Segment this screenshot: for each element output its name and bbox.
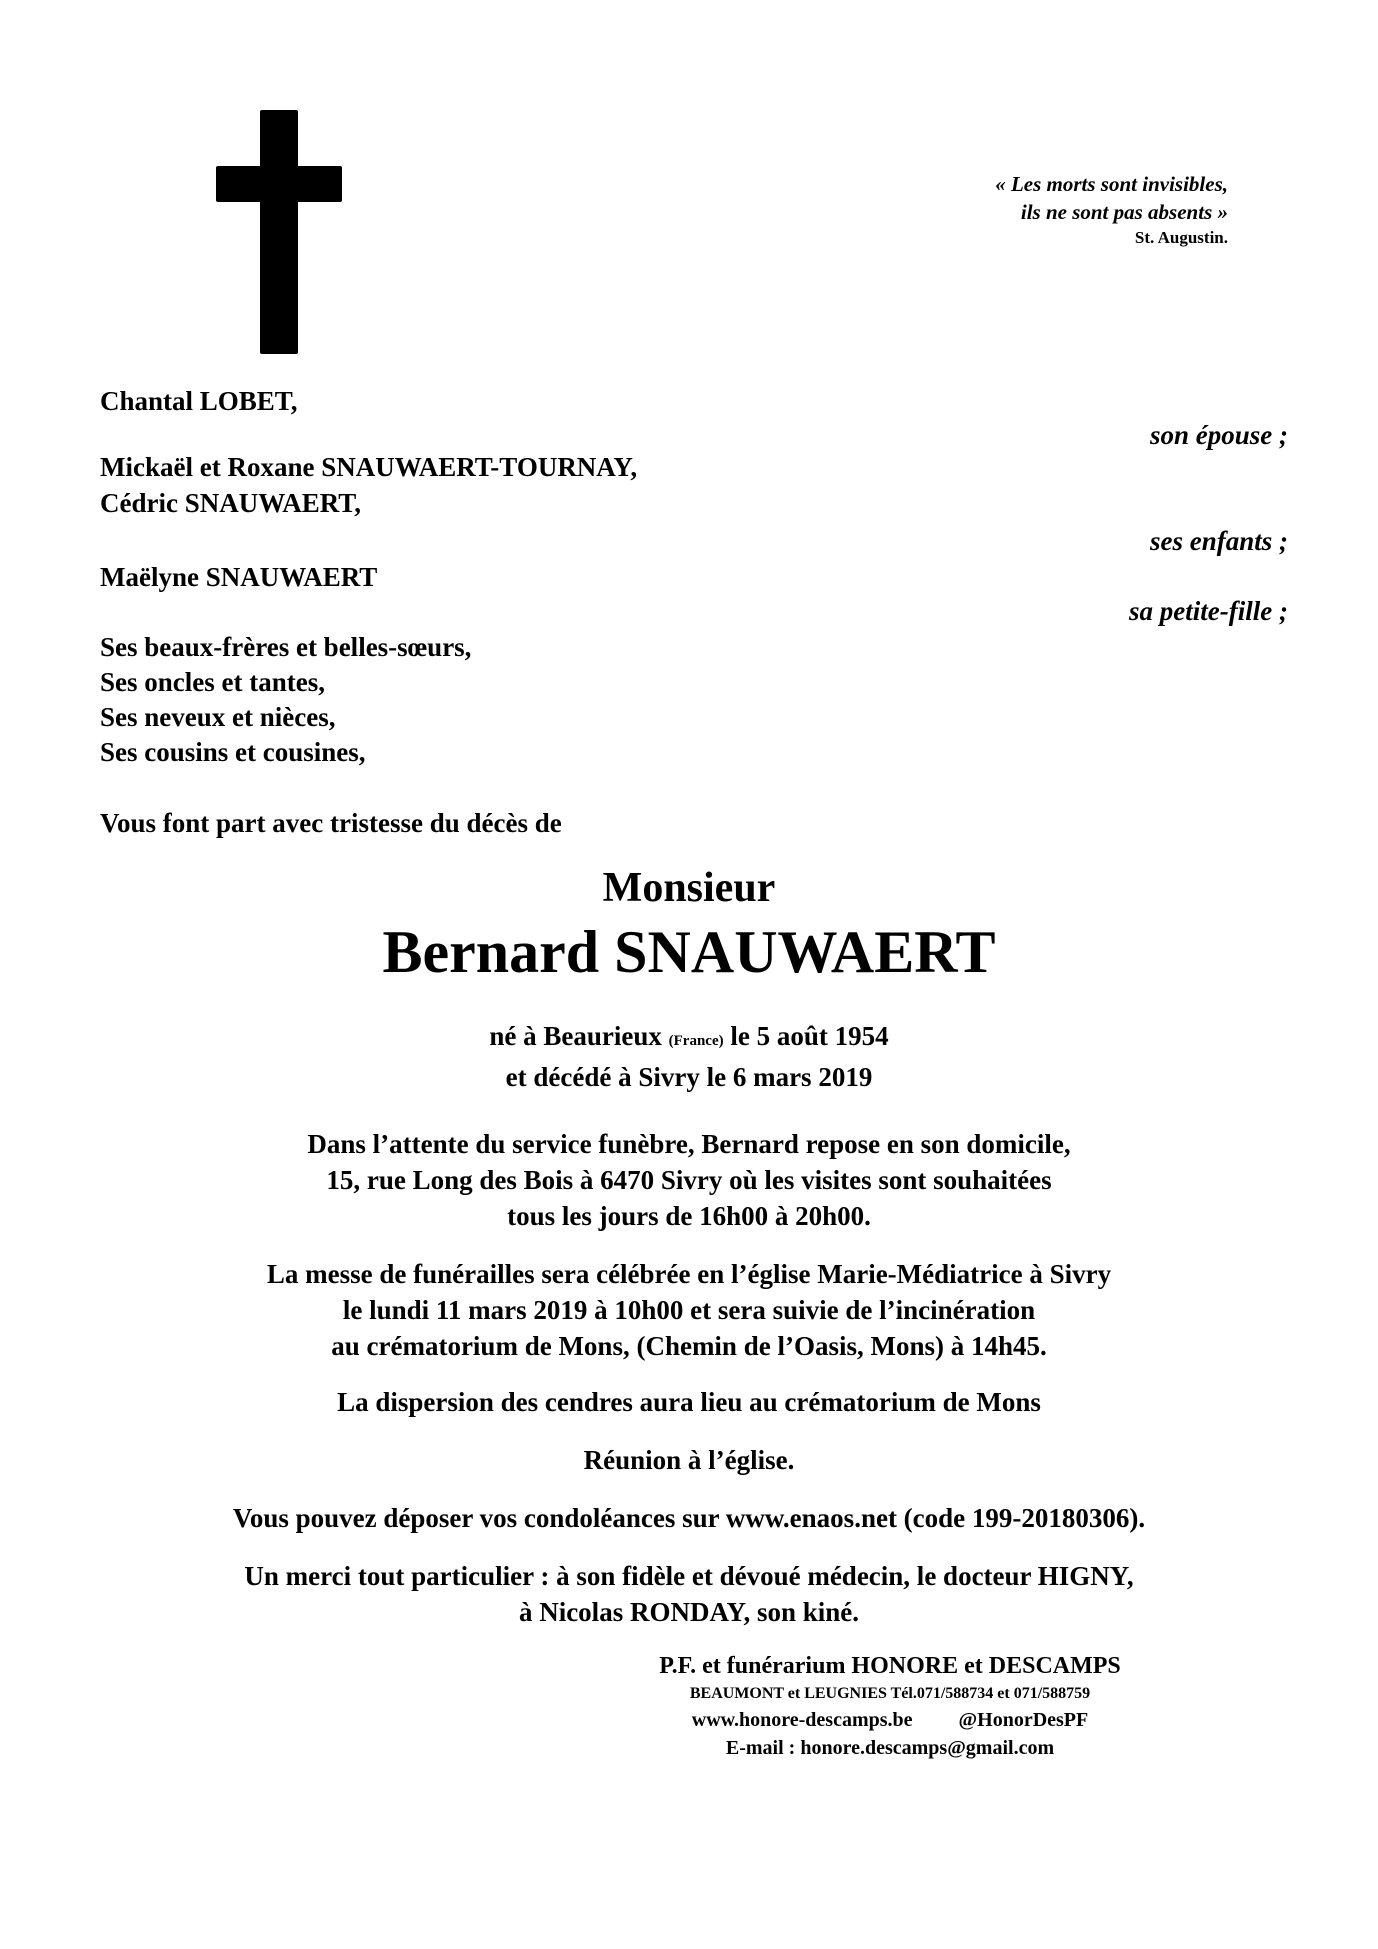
birth-line bbox=[0, 1018, 1378, 1059]
family-other-line: Ses beaux-frères et belles-sœurs, bbox=[100, 632, 472, 662]
quote-line-2: ils ne sont pas absents » bbox=[1020, 200, 1228, 224]
meeting-paragraph: Réunion à l’église. bbox=[583, 1445, 795, 1475]
born-date: le 5 août 1954 bbox=[730, 1021, 889, 1051]
footer-email: E-mail : honore.descamps@gmail.com bbox=[725, 1737, 1055, 1759]
footer-address: BEAUMONT et LEUGNIES Tél.071/588734 et 071/588759 bbox=[689, 1685, 1091, 1702]
condolences-paragraph: Vous pouvez déposer vos condoléances sur www.enaos.net (code 199-20180306). bbox=[232, 1503, 1146, 1533]
thanks-line: à Nicolas RONDAY, son kiné. bbox=[518, 1597, 860, 1627]
mass-line: au crématorium de Mons, (Chemin de l’Oasis, Mons) à 14h45. bbox=[331, 1331, 1047, 1361]
footer-social: @HonorDesPF bbox=[958, 1709, 1089, 1731]
family-other-line: Ses cousins et cousines, bbox=[100, 737, 366, 767]
deceased-name: Bernard SNAUWAERT bbox=[382, 919, 996, 985]
family-other-line: Ses neveux et nièces, bbox=[100, 702, 336, 732]
quote-author: St. Augustin. bbox=[1134, 228, 1228, 247]
footer-company: P.F. et funérarium HONORE et DESCAMPS bbox=[659, 1653, 1121, 1679]
footer-website: www.honore-descamps.be bbox=[691, 1709, 913, 1731]
footer-web-line bbox=[560, 1706, 1220, 1734]
rest-line: Dans l’attente du service funèbre, Bernard repose en son domicile, bbox=[307, 1129, 1071, 1159]
rest-line: 15, rue Long des Bois à 6470 Sivry où les visites sont souhaitées bbox=[326, 1165, 1052, 1195]
rest-line: tous les jours de 16h00 à 20h00. bbox=[507, 1201, 871, 1231]
family-other-line: Ses oncles et tantes, bbox=[100, 667, 325, 697]
birth-death-block bbox=[0, 1018, 1378, 1095]
death-line: et décédé à Sivry le 6 mars 2019 bbox=[505, 1062, 873, 1092]
relation-spouse: son épouse ; bbox=[1149, 420, 1288, 450]
rest-paragraph bbox=[0, 1126, 1378, 1234]
relation-children: ses enfants ; bbox=[1149, 526, 1288, 556]
mass-line: le lundi 11 mars 2019 à 10h00 et sera suivie de l’incinération bbox=[342, 1295, 1036, 1325]
mass-line: La messe de funérailles sera célébrée en l’église Marie-Médiatrice à Sivry bbox=[266, 1259, 1112, 1289]
quote-block bbox=[995, 170, 1228, 250]
quote-line-1: « Les morts sont invisibles, bbox=[995, 172, 1228, 196]
funeral-home-footer bbox=[560, 1650, 1220, 1762]
announcement: Vous font part avec tristesse du décès de bbox=[100, 808, 562, 838]
family-others bbox=[100, 630, 471, 770]
relation-grandchild: sa petite-fille ; bbox=[1129, 596, 1288, 626]
family-spouse: Chantal LOBET, bbox=[100, 386, 298, 416]
family-child-2: Cédric SNAUWAERT, bbox=[100, 488, 362, 518]
deceased-title: Monsieur bbox=[602, 865, 776, 911]
thanks-line: Un merci tout particulier : à son fidèle et dévoué médecin, le docteur HIGNY, bbox=[244, 1561, 1134, 1591]
family-child-1: Mickaël et Roxane SNAUWAERT-TOURNAY, bbox=[100, 452, 638, 482]
mass-paragraph bbox=[0, 1256, 1378, 1364]
thanks-paragraph bbox=[0, 1558, 1378, 1630]
born-prefix: né à Beaurieux bbox=[489, 1021, 662, 1051]
cross-icon bbox=[216, 110, 342, 354]
family-grandchild: Maëlyne SNAUWAERT bbox=[100, 562, 378, 592]
born-country: (France) bbox=[668, 1033, 724, 1049]
ashes-paragraph: La dispersion des cendres aura lieu au crématorium de Mons bbox=[337, 1387, 1041, 1417]
